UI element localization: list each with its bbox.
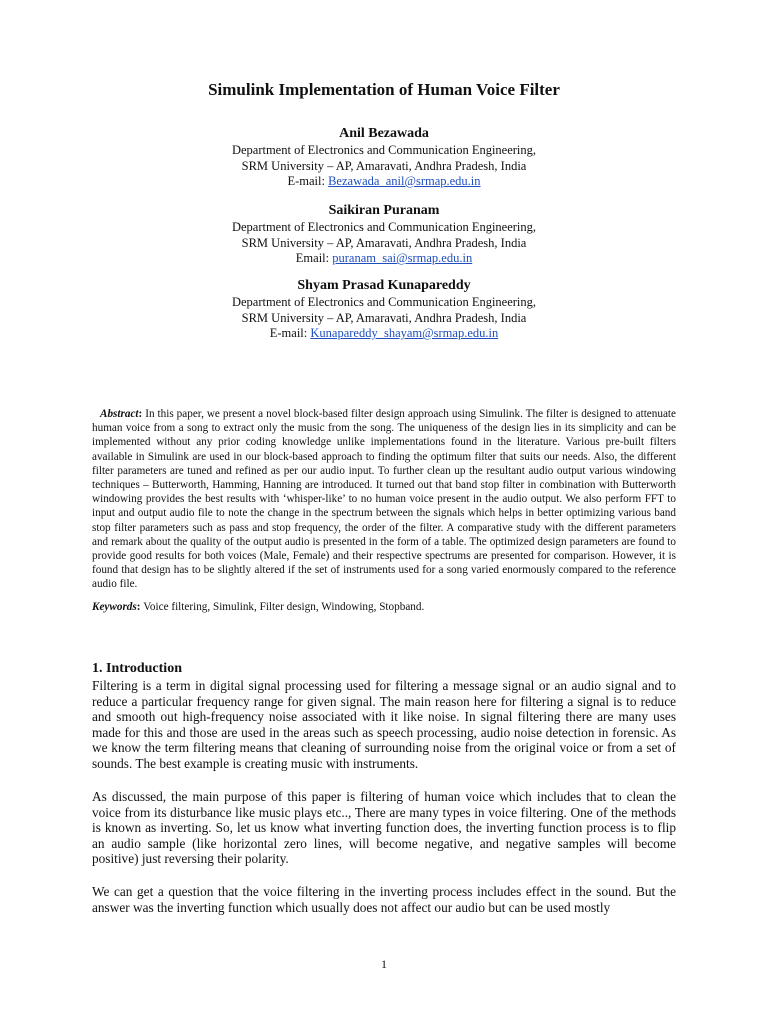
section-heading: 1. Introduction [92, 661, 182, 676]
author-block-3 [0, 277, 768, 342]
email-label: Email: [295, 251, 333, 265]
abstract-text: In this paper, we present a novel block-based filter design approach using Simulink. The filter is designed to attenuate human voice from a song to extract only the music from the song. The uniqueness of the design lies in its simplicity and can be implemented without any prior coding knowledge unlike implementations found in the literature. Various pre-built filters available in Simulink are used in our block-based approach to finding the optimum filter that suits our needs. Also, the different filter parameters are tuned and refined as per our audio input. To further clean up the resultant audio output various windowing techniques – Butterworth, Hamming, Hanning are introduced. It turned out that band stop filter in combination with Butterworth windowing provides the best results with ‘whisper-like’ to no human voice present in the audio output. We also perform FFT to input and output audio file to note the change in the spectrum between the signals which helps in better optimizing various band stop filter parameters such as pass and stop frequency, the order of the filter. A comparative study with the different parameters and remark about the quality of the output audio is presented in the form of a table. The optimized design parameters are found to provide good results for both voices (Male, Female) and their respective spectrums are presented for comparison. However, it is found that design has to be slightly altered if the set of instruments used for a song varied enormously compared to the reference audio file. [92, 408, 676, 591]
author-name: Saikiran Puranam [328, 203, 440, 218]
paper-title: Simulink Implementation of Human Voice Filter [208, 80, 560, 99]
author-department: Department of Electronics and Communication Engineering, [231, 143, 537, 157]
author-department: Department of Electronics and Communication Engineering, [231, 220, 537, 234]
abstract-label: Abstract [100, 408, 139, 420]
author-name: Shyam Prasad Kunapareddy [297, 278, 471, 293]
keywords-label-sep: : [136, 601, 144, 613]
author-email-line [0, 326, 768, 342]
keywords-label: Keywords [92, 601, 137, 613]
author-name: Anil Bezawada [339, 126, 429, 141]
author-university: SRM University – AP, Amaravati, Andhra Pradesh, India [241, 158, 527, 173]
keywords [92, 600, 676, 614]
body-paragraph-3: We can get a question that the voice filtering in the inverting process includes effect in the sound. But the answer was the inverting function which usually does not affect our audio but can be used mostly [92, 884, 676, 915]
abstract [92, 407, 676, 592]
author-email-line [0, 174, 768, 190]
author-university: SRM University – AP, Amaravati, Andhra Pradesh, India [241, 310, 527, 325]
author-email-link[interactable]: Bezawada_anil@srmap.edu.in [328, 174, 481, 188]
author-email-link[interactable]: puranam_sai@srmap.edu.in [332, 251, 473, 265]
body-paragraph-2: As discussed, the main purpose of this paper is filtering of human voice which includes that to clean the voice from its disturbance like music plays etc.., There are many types in voice filtering. One of the methods is known as inverting. So, let us know what inverting function does, the inverting function process is to flip an audio sample (like horizontal zero lines, will become negative, and negative samples will become positive) just reversing their polarity. [92, 789, 676, 867]
author-university: SRM University – AP, Amaravati, Andhra Pradesh, India [241, 235, 527, 250]
author-department: Department of Electronics and Communication Engineering, [231, 295, 537, 309]
author-block-2 [0, 202, 768, 267]
email-label: E-mail: [287, 174, 329, 188]
body-paragraph-1: Filtering is a term in digital signal processing used for filtering a message signal or an audio signal and to reduce a particular frequency range for given signal. The main reason here for filtering a signal is to reduce and smooth out high-frequency noise associated with it like noise. In signal filtering there are many uses made for this and those are used in the areas such as speech processing, audio noise detection in forensic. As we know the term filtering means that cleaning of surrounding noise from the original voice or from a set of sounds. The best example is creating music with instruments. [92, 678, 676, 771]
abstract-label-sep: : [138, 408, 146, 420]
author-email-line [0, 251, 768, 267]
author-email-link[interactable]: Kunapareddy_shayam@srmap.edu.in [310, 326, 499, 340]
email-label: E-mail: [269, 326, 311, 340]
keywords-text: Voice filtering, Simulink, Filter design, Windowing, Stopband. [143, 601, 425, 613]
author-block-1 [0, 125, 768, 190]
page-number: 1 [381, 957, 387, 971]
